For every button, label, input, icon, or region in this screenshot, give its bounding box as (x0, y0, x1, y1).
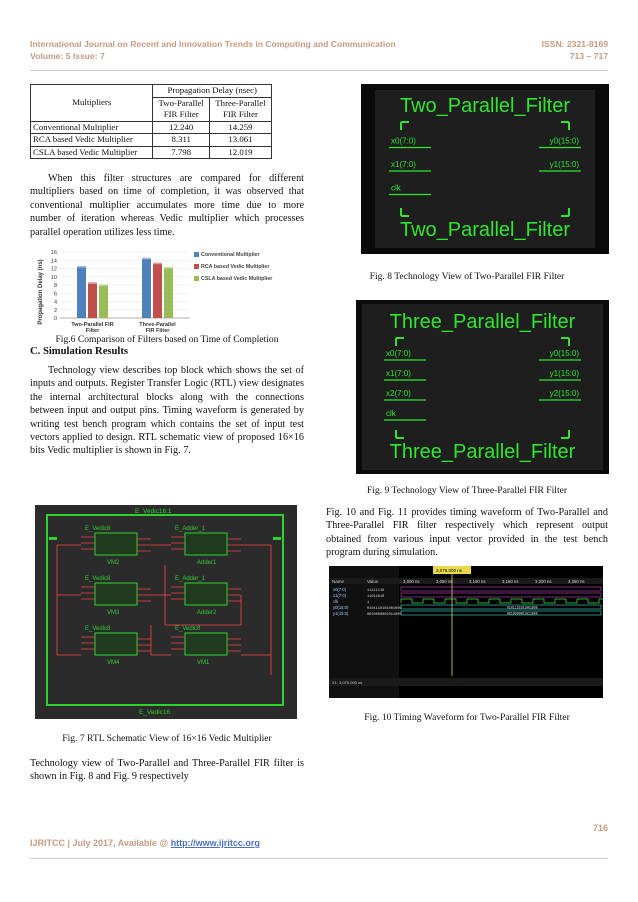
schematic-block (95, 533, 137, 555)
tech-view-output-label: y1(15:0) (549, 160, 579, 169)
waveform-signal-value: 11011010 (367, 595, 385, 599)
table-cell: CSLA based Vedic Multiplier (31, 146, 153, 159)
paragraph-comparison: When this filter structures are compared for different multipliers based on time of completion, it was observed that conventional multiplier accumulates more time due to more number of iteration whereas Vedic multiplier which processes parallel operation utilizes less time. (30, 173, 304, 238)
chart-bar-top (77, 266, 86, 268)
header-rule (30, 70, 608, 71)
chart-category-label: Filter (85, 328, 100, 334)
chart-bar (153, 264, 162, 318)
schematic-block (95, 583, 137, 605)
paragraph-technology-view: Technology view describes top block which shows the set of inputs and outputs. Register Transfer Logic (RTL) view designates the internal architectural blocks along with the connections between input and output pins. Timing waveform is generated by writing test bench program which contains the set of input test vectors applied to design. RTL schematic view of proposed 16×16 bits Vedic multiplier is shown in Fig. 7. (30, 365, 304, 457)
waveform-time-label: 3,100 ns (469, 579, 486, 584)
page-number: 716 (592, 823, 608, 833)
chart-legend-label: RCA based Vedic Multiplier (201, 264, 270, 270)
tech-view-title-bottom: Two_Parallel_Filter (399, 219, 571, 241)
tech-view-output-label: y0(15:0) (549, 349, 579, 358)
fig9-technology-view (356, 300, 609, 474)
journal-volume: Volume: 5 Issue: 7 (30, 51, 105, 61)
chart-bar-top (99, 284, 108, 286)
fig10-caption: Fig. 10 Timing Waveform for Two-Parallel FIR Filter (364, 712, 570, 723)
chart-bar-top (164, 267, 173, 269)
fig6-bar-chart (34, 244, 296, 336)
fig9-caption: Fig. 9 Technology View of Three-Parallel FIR Filter (366, 485, 568, 496)
tech-view-output-label: y0(15:0) (549, 136, 579, 146)
schematic-bottom-label: E_Vedic16 (139, 709, 171, 716)
chart-bar-top (88, 282, 97, 284)
table-cell: 7.798 (153, 146, 209, 159)
waveform-cursor-label: 3,075.000 ns (436, 568, 463, 573)
schematic-block (95, 633, 137, 655)
chart-legend-swatch (194, 264, 199, 269)
chart-bar (99, 286, 108, 318)
chart-bar-top (142, 258, 151, 260)
fig6-caption: Fig.6 Comparison of Filters based on Time of Completion (55, 334, 279, 345)
journal-issn-block (542, 38, 608, 62)
fig8-technology-view (361, 84, 609, 254)
table-header-three-b: FIR Filter (209, 109, 271, 121)
tech-view-input-label: x1(7:0) (386, 369, 411, 378)
footer-text: IJRITCC | July 2017, Available @ (30, 838, 171, 848)
tech-view-title: Two_Parallel_Filter (399, 95, 571, 117)
chart-ytick-label: 14 (50, 258, 57, 265)
waveform-status-text: X1: 3,075.000 ns (332, 680, 363, 685)
schematic-port (273, 537, 281, 540)
schematic-background (35, 505, 297, 719)
section-c-heading: C. Simulation Results (30, 346, 129, 357)
chart-ytick-label: 16 (50, 250, 57, 256)
table-cell: 13.061 (209, 134, 271, 147)
chart-ytick-label: 2 (53, 307, 57, 314)
journal-issn: ISSN: 2321-8169 (541, 39, 608, 49)
block-instance-label: Adder2 (197, 610, 217, 616)
tech-view-input-label: x1(7:0) (391, 160, 416, 169)
chart-legend-label: Conventional Multiplier (201, 252, 260, 258)
waveform-status-bar (329, 678, 603, 686)
table-cell: Conventional Multiplier (31, 121, 153, 134)
block-type-label: E_Adder_1 (175, 576, 206, 582)
block-instance-label: VM3 (107, 610, 120, 616)
block-type-label: E_Vedic8 (85, 576, 111, 582)
block-instance-label: Adder1 (197, 560, 217, 566)
tech-view-output-label: y2(15:0) (549, 389, 579, 398)
tech-view-input-label: clk (391, 183, 401, 193)
tech-view-title-bottom: Three_Parallel_Filter (389, 441, 576, 463)
schematic-block (185, 533, 227, 555)
schematic-port (49, 537, 57, 540)
waveform-signal-value: 0010000001011000 (367, 613, 402, 617)
table-row (31, 146, 272, 159)
fig10-timing-waveform (329, 566, 603, 698)
fig7-rtl-schematic (35, 505, 297, 719)
table-row (31, 121, 272, 134)
waveform-col-name: Name (332, 579, 345, 584)
chart-ytick-label: 4 (53, 299, 57, 306)
table-row (31, 134, 272, 147)
waveform-col-value: Value (367, 579, 379, 584)
tech-view-input-label: clk (386, 409, 396, 418)
block-instance-label: VM2 (107, 560, 120, 566)
table-cell: 12.019 (209, 146, 271, 159)
chart-bar-top (153, 263, 162, 265)
waveform-signal-name: clk (333, 599, 339, 604)
chart-legend-swatch (194, 276, 199, 281)
chart-legend-swatch (194, 252, 199, 257)
waveform-bus-value: 0101110101001000 (507, 605, 538, 610)
table-header-group: Propagation Delay (nsec) (153, 85, 272, 98)
chart-ylabel: Propagation Delay (ns) (38, 259, 44, 325)
block-type-label: E_Vedic8 (175, 626, 201, 632)
page-footer (30, 838, 260, 848)
page-header (30, 38, 608, 62)
chart-category-label: Two-Parallel FIR (71, 322, 114, 328)
chart-bar (77, 268, 86, 318)
block-instance-label: VM4 (107, 660, 120, 666)
paragraph-timing: Fig. 10 and Fig. 11 provides timing waveform of Two-Parallel and Three-Parallel FIR filter respectively which represent output obtained from various input vector provided in the test bench program during simulation. (326, 507, 608, 559)
schematic-block (185, 583, 227, 605)
chart-ytick-label: 0 (53, 316, 57, 322)
tech-view-input-label: x0(7:0) (391, 136, 416, 146)
block-type-label: E_Vedic8 (85, 626, 111, 632)
journal-pages: 713 – 717 (569, 51, 608, 61)
tech-view-input-label: x0(7:0) (386, 349, 411, 358)
fig7-caption: Fig. 7 RTL Schematic View of 16×16 Vedic Multiplier (62, 733, 272, 744)
block-instance-label: VM1 (197, 660, 210, 666)
journal-name: International Journal on Recent and Innovation Trends in Computing and Communication (30, 39, 396, 49)
schematic-block (185, 633, 227, 655)
waveform-signal-name: x1(7:0) (333, 593, 347, 598)
chart-category-label: FIR Filter (145, 328, 170, 334)
waveform-signal-value: 11111110 (367, 589, 385, 593)
tech-view-input-label: x2(7:0) (386, 389, 411, 398)
footer-rule (30, 858, 608, 859)
table-header-two: Two-Parallel (153, 97, 209, 109)
tech-view-output-label: y1(15:0) (549, 369, 579, 378)
table-cell: 12.240 (153, 121, 209, 134)
block-type-label: E_Adder_1 (175, 526, 206, 532)
table-header-two-b: FIR Filter (153, 109, 209, 121)
waveform-time-label: 3,050 ns (436, 579, 453, 584)
table-header-multipliers: Multipliers (31, 85, 153, 122)
table-cell: RCA based Vedic Multiplier (31, 134, 153, 147)
waveform-signal-name: y0(15:0) (333, 605, 349, 610)
chart-ytick-label: 6 (53, 291, 57, 298)
waveform-time-label: 3,000 ns (403, 579, 420, 584)
footer-link[interactable]: http://www.ijritcc.org (170, 838, 260, 848)
waveform-time-label: 3,200 ns (535, 579, 552, 584)
tech-view-title: Three_Parallel_Filter (389, 311, 576, 333)
waveform-signal-value: 1 (367, 601, 370, 605)
waveform-time-label: 3,150 ns (502, 579, 519, 584)
propagation-delay-table (30, 84, 272, 159)
chart-category-label: Three-Parallel (139, 322, 176, 328)
chart-ytick-label: 8 (53, 283, 57, 289)
table-header-three: Three-Parallel (209, 97, 271, 109)
chart-bar (142, 259, 151, 318)
schematic-title: E_Vedic16:1 (135, 508, 172, 515)
waveform-bus-value: 0010000001011000 (507, 611, 538, 616)
chart-bar (88, 284, 97, 318)
waveform-signal-name: y1(15:0) (333, 611, 349, 616)
table-cell: 8.311 (153, 134, 209, 147)
chart-ytick-label: 12 (50, 266, 57, 273)
paragraph-technology-figs: Technology view of Two-Parallel and Three-Parallel FIR filter is shown in Fig. 8 and Fig. 9 respectively (30, 758, 304, 783)
block-type-label: E_Vedic8 (85, 526, 111, 532)
fig8-caption: Fig. 8 Technology View of Two-Parallel FIR Filter (369, 271, 565, 282)
chart-bar (164, 268, 173, 318)
table-cell: 14.259 (209, 121, 271, 134)
chart-legend-label: CSLA based Vedic Multiplier (201, 276, 273, 282)
chart-ytick-label: 10 (50, 274, 57, 281)
waveform-time-label: 3,250 ns (568, 579, 585, 584)
waveform-signal-name: x0(7:0) (333, 587, 347, 592)
waveform-signal-value: 0101110101001000 (367, 607, 402, 611)
